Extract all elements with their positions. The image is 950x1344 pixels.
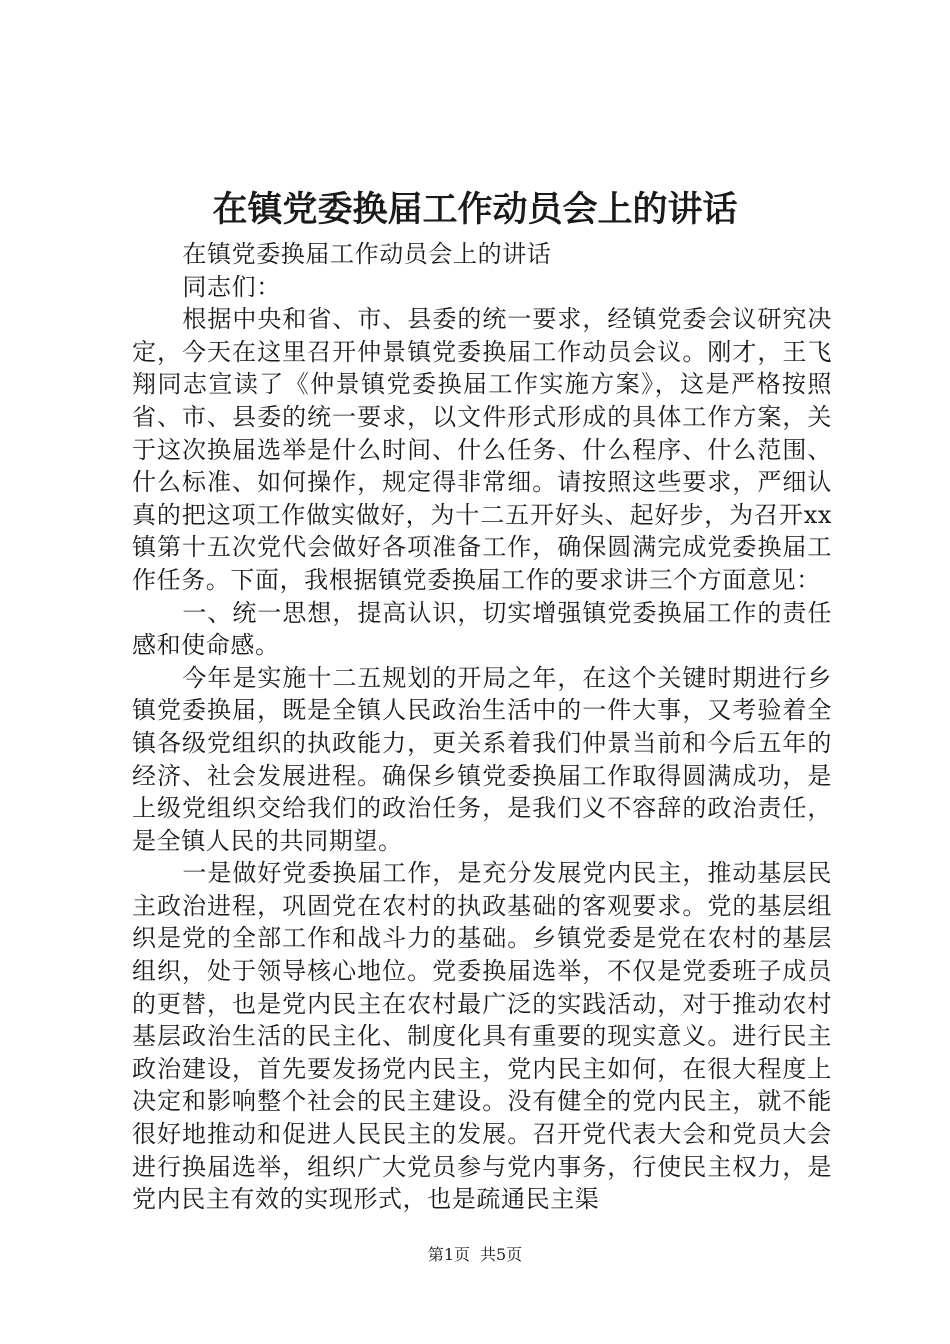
document-title: 在镇党委换届工作动员会上的讲话 — [212, 189, 738, 230]
paragraph-intro: 根据中央和省、市、县委的统一要求，经镇党委会议研究决定，今天在这里召开仲景镇党委换届工作动员会议。刚才，王飞翔同志宣读了《仲景镇党委换届工作实施方案》，这是严格按照省、市、县委的统一要求，以文件形式形成的具体工作方案，关于这次换届选举是什么时间、什么任务、什么程序、什么范围、什么标准、如何操作，规定得非常细。请按照这些要求，严细认真的把这项工作做实做好，为十二五开好头、起好步，为召开xx镇第十五次党代会做好各项准备工作，确保圆满完成党委换届工作任务。下面，我根据镇党委换届工作的要求讲三个方面意见： — [132, 305, 832, 594]
page-footer — [0, 1243, 950, 1267]
page-total: 共5页 — [480, 1245, 523, 1264]
paragraph-subtitle: 在镇党委换届工作动员会上的讲话 — [182, 240, 552, 268]
paragraph-salutation: 同志们： — [182, 272, 281, 301]
paragraph-body: 一是做好党委换届工作，是充分发展党内民主，推动基层民主政治进程，巩固党在农村的执政基础的客观要求。党的基层组织是党的全部工作和战斗力的基础。乡镇党委是党在农村的基层组织，处于领导核心地位。党委换届选举，不仅是党委班子成员的更替，也是党内民主在农村最广泛的实践活动，对于推动农村基层政治生活的民主化、制度化具有重要的现实意义。进行民主政治建设，首先要发扬党内民主，党内民主如何，在很大程度上决定和影响整个社会的民主建设。没有健全的党内民主，就不能很好地推动和促进人民民主的发展。召开党代表大会和党员大会进行换届选举，组织广大党员参与党内事务，行使民主权力，是党内民主有效的实现形式，也是疏通民主渠 — [132, 859, 832, 1214]
paragraph-section-heading: 一、统一思想，提高认识，切实增强镇党委换届工作的责任感和使命感。 — [132, 598, 832, 660]
paragraph-body: 今年是实施十二五规划的开局之年，在这个关键时期进行乡镇党委换届，既是全镇人民政治生活中的一件大事，又考验着全镇各级党组织的执政能力，更关系着我们仲景当前和今后五年的经济、社会发展进程。确保乡镇党委换届工作取得圆满成功，是上级党组织交给我们的政治任务，是我们义不容辞的政治责任，是全镇人民的共同期望。 — [132, 663, 832, 855]
document-body — [132, 238, 832, 1216]
page-number: 第1页 — [427, 1245, 470, 1264]
